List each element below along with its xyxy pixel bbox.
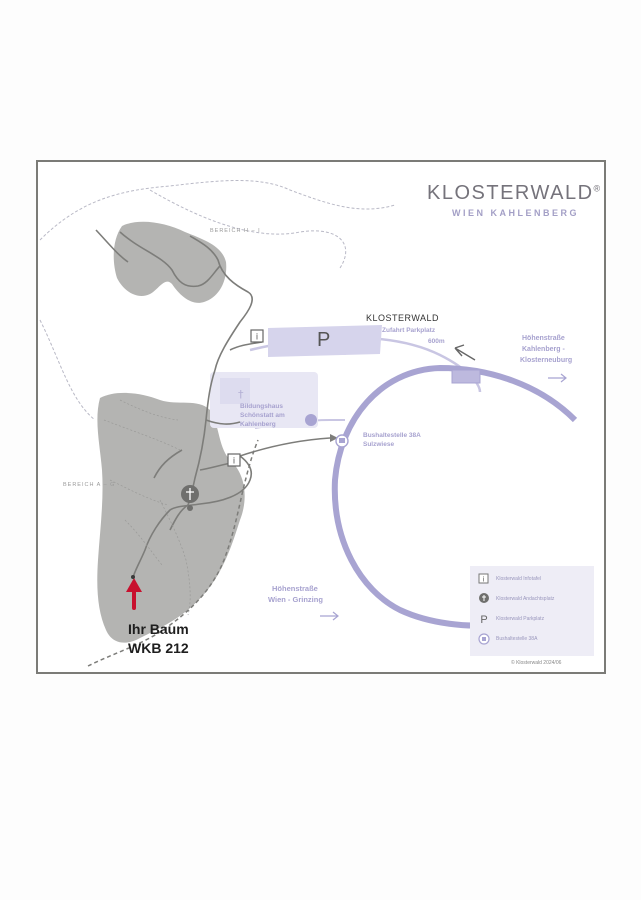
church-cross-icon: †: [238, 388, 244, 401]
road-label-ne-3: Klosterneuburg: [520, 357, 573, 364]
brand-subtitle: WIEN KAHLENBERG: [452, 208, 579, 218]
klosterwald-road-label: KLOSTERWALD: [366, 313, 440, 323]
arrow-kahlenberg: [548, 374, 566, 382]
bus-stop-label-2: Sulzwiese: [363, 441, 395, 448]
bildungshaus-building: [220, 378, 250, 404]
brand-title: KLOSTERWALD®: [427, 182, 602, 204]
parking-sign: P: [317, 329, 331, 351]
svg-text:P: P: [480, 614, 488, 625]
legend: [470, 566, 594, 656]
parking-approach-arrow: [455, 345, 475, 360]
bus-icon: [478, 633, 490, 645]
legend-row-parking: [478, 612, 544, 626]
distance-label: 600m: [428, 338, 445, 345]
svg-text:i: i: [482, 576, 485, 584]
area-label-a-g: BEREICH A – G: [63, 482, 116, 488]
forest-area-a-g: [97, 393, 244, 643]
svg-text:i: i: [256, 331, 258, 342]
legend-label-chapel: Klosterwald Andachtsplatz: [496, 596, 555, 602]
road-label-south-1: Höhenstraße: [272, 584, 318, 593]
legend-row-bus: [478, 632, 537, 646]
tree-label: [128, 620, 189, 658]
info-icon-2: [228, 454, 240, 466]
parking-icon: [478, 613, 490, 625]
legend-label-info: Klosterwald Infotafel: [496, 576, 542, 582]
road-label-ne-2: Kahlenberg -: [522, 346, 565, 353]
bildungshaus-label-3: Kahlenberg: [240, 421, 276, 428]
arrow-grinzing: [320, 612, 338, 620]
road-label-south-2: Wien - Grinzing: [268, 595, 323, 604]
svg-text:i: i: [233, 455, 235, 466]
tree-label-line1: Ihr Baum: [128, 621, 189, 637]
boundary-west: [40, 320, 95, 420]
bus-icon: [336, 435, 348, 447]
tree-label-line2: WKB 212: [128, 640, 189, 656]
info-icon: [478, 573, 490, 585]
cross-pin-icon: [478, 593, 490, 605]
road-bridge: [452, 370, 480, 383]
bus-stop-label-1: Bushaltestelle 38A: [363, 432, 421, 439]
bildungshaus-label-2: Schönstatt am: [240, 412, 285, 419]
area-label-h-i: BEREICH H – I: [210, 228, 261, 234]
copyright: © Klosterwald 2024/06: [511, 660, 562, 666]
legend-row-info: [478, 572, 541, 586]
cafe-icon: [305, 414, 317, 426]
legend-label-parking: Klosterwald Parkplatz: [496, 616, 545, 622]
legend-row-chapel: [478, 592, 554, 606]
info-icon-1: [251, 330, 263, 342]
legend-label-bus: Bushaltestelle 38A: [496, 636, 538, 642]
access-label: Zufahrt Parkplatz: [382, 327, 436, 334]
road-label-ne-1: Höhenstraße: [522, 335, 565, 342]
bildungshaus-label-1: Bildungshaus: [240, 403, 283, 410]
